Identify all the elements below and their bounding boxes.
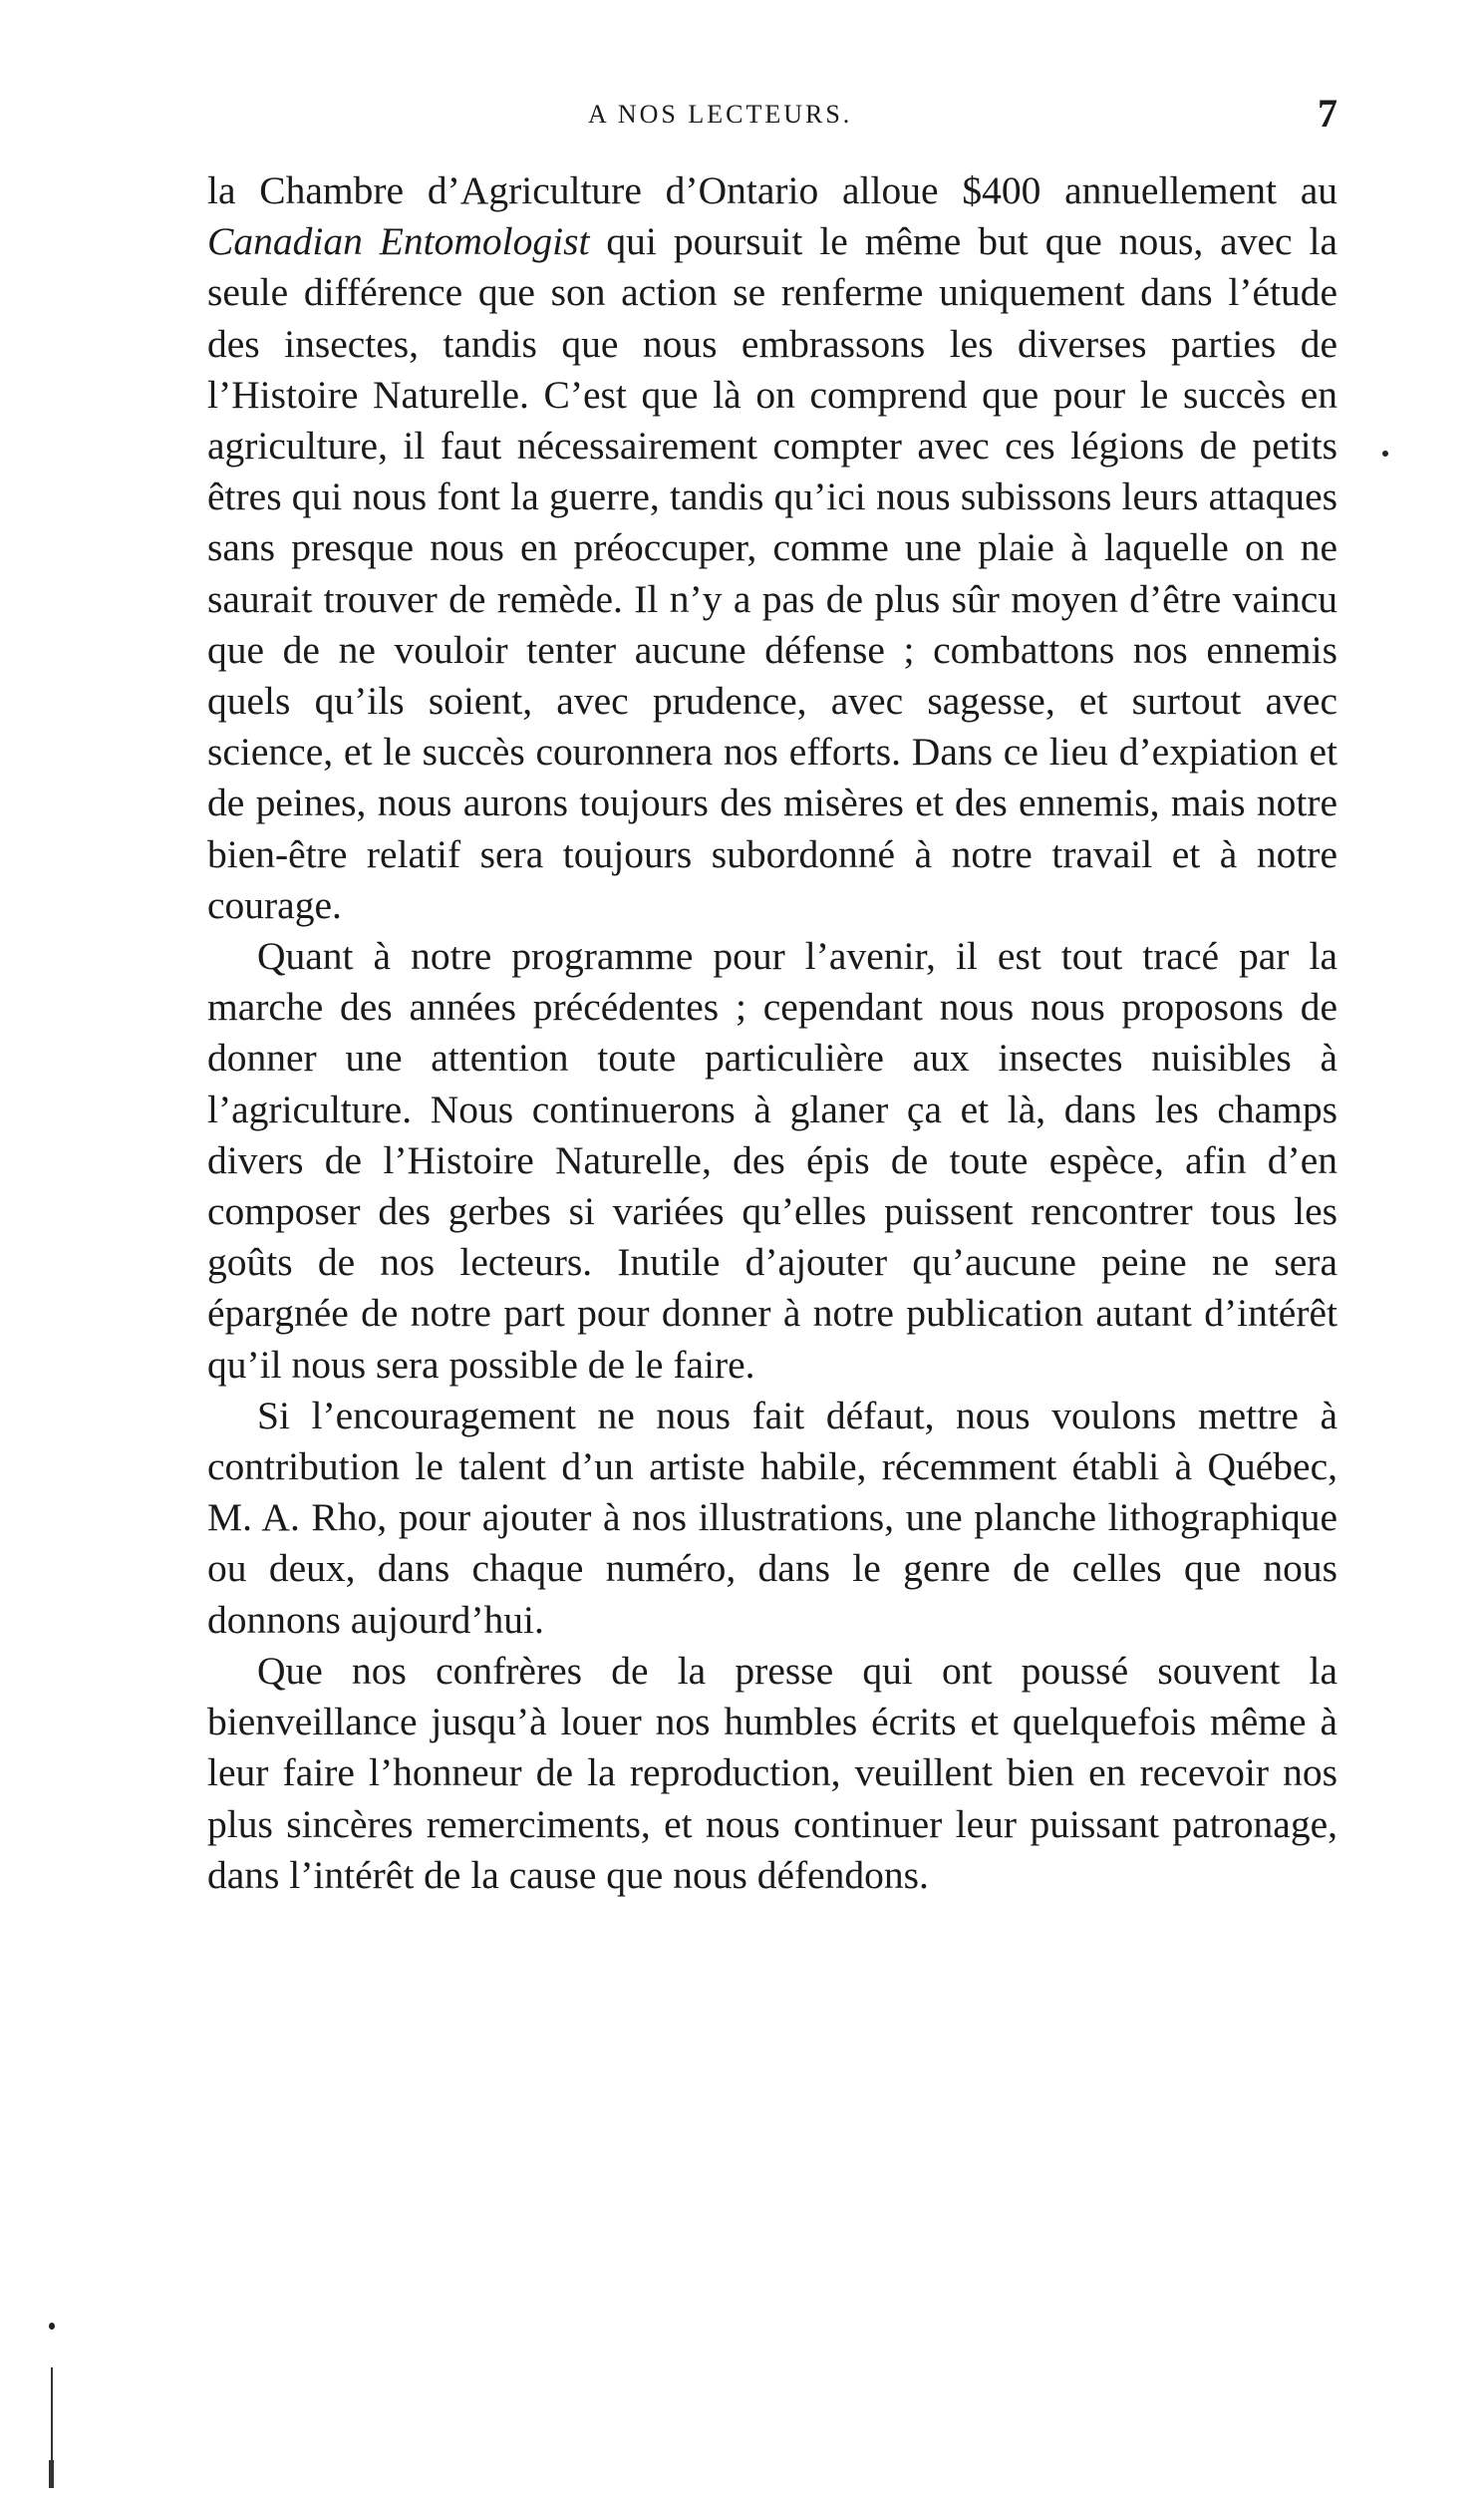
- body-text: [207, 165, 1337, 1901]
- paragraph: [207, 165, 1337, 931]
- scan-margin-mark: [49, 2460, 54, 2488]
- page-number: 7: [1318, 91, 1337, 136]
- paragraph: [207, 1646, 1337, 1901]
- paragraph: [207, 1391, 1337, 1646]
- paragraph: [207, 931, 1337, 1391]
- text-segment: Si l’encouragement ne nous fait défaut, nous voulons mettre à contribution le talent d’un artiste habile, récemment établi à Québec, M. A. Rho, pour ajouter à nos illustrations, une planche lithographique ou deux, dans chaque numéro, dans le genre de celles que nous donnons aujourd’hui.: [207, 1393, 1337, 1642]
- scan-speck: [49, 2323, 55, 2330]
- text-segment: qui poursuit le même but que nous, avec la seule différence que son action se renferme uniquement dans l’étude des insectes, tandis que nous embrassons les diverses parties de l’Histoire Naturelle. C’est que là on comprend que pour le succès en agriculture, il faut nécessairement compter avec ces légions de petits êtres qui nous font la guerre, tandis qu’ici nous subissons leurs attaques sans presque nous en préoccuper, comme une plaie à laquelle on ne saurait trouver de remède. Il n’y a pas de plus sûr moyen d’être vaincu que de ne vouloir tenter aucune défense ; combattons nos ennemis quels qu’ils soient, avec prudence, avec sagesse, et surtout avec science, et le succès couronnera nos efforts. Dans ce lieu d’expiation et de peines, nous aurons toujours des misères et des ennemis, mais notre bien-être relatif sera toujours subordonné à notre travail et à notre courage.: [207, 219, 1337, 927]
- text-segment: Quant à notre programme pour l’avenir, il est tout tracé par la marche des années précédentes ; cependant nous nous proposons de donner une attention toute particulière aux insectes nuisibles à l’agriculture. Nous continuerons à glaner ça et là, dans les champs divers de l’Histoire Naturelle, des épis de toute espèce, afin d’en composer des gerbes si variées qu’elles puissent rencontrer tous les goûts de nos lecteurs. Inutile d’ajouter qu’aucune peine ne sera épargnée de notre part pour donner à notre publication autant d’intérêt qu’il nous sera possible de le faire.: [207, 934, 1337, 1387]
- running-head: A NOS LECTEURS.: [588, 100, 853, 129]
- text-segment: Que nos confrères de la presse qui ont poussé souvent la bienveillance jusqu’à louer nos humbles écrits et quelquefois même à leur faire l’honneur de la reproduction, veuillent bien en recevoir nos plus sincères remerciments, et nous continuer leur puissant patronage, dans l’intérêt de la cause que nous défendons.: [207, 1648, 1337, 1897]
- text-segment: la Chambre d’Agriculture d’Ontario alloue $400 annuellement au: [207, 168, 1337, 212]
- journal-title: Canadian Entomologist: [207, 219, 590, 264]
- scan-speck: [1382, 451, 1388, 457]
